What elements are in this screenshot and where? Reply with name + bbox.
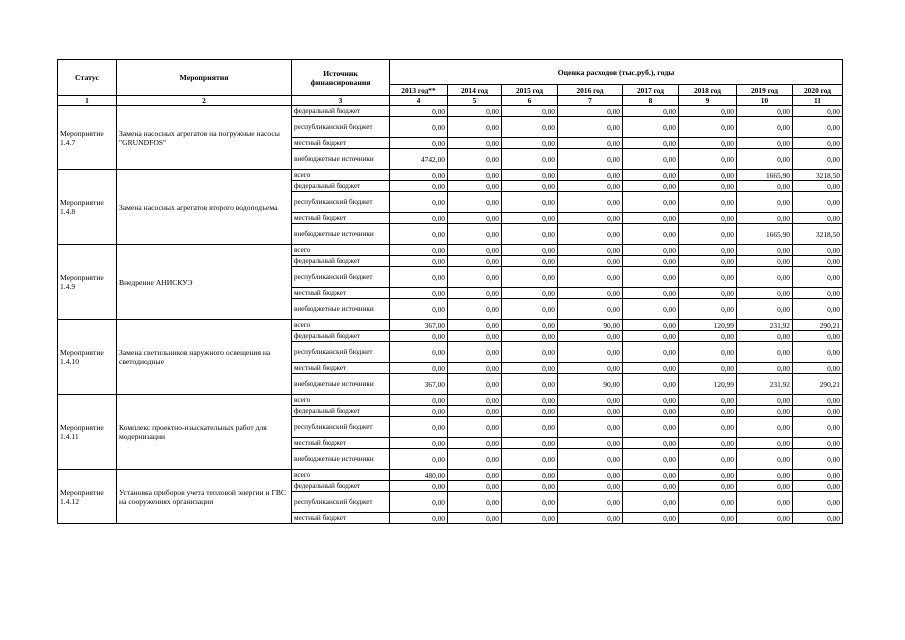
- year-header: 2014 год: [448, 85, 502, 96]
- activity-name: Комплекс проектно-изыскательных работ для модернизации: [117, 395, 292, 470]
- value-cell: 0,00: [679, 470, 737, 481]
- table-row: [58, 245, 843, 256]
- value-cell: 0,00: [448, 256, 502, 267]
- value-cell: 0,00: [558, 106, 623, 117]
- value-cell: 0,00: [558, 363, 623, 374]
- column-number: 10: [737, 96, 793, 106]
- value-cell: 0,00: [390, 406, 448, 417]
- value-cell: 0,00: [737, 331, 793, 342]
- value-cell: 0,00: [679, 481, 737, 492]
- value-cell: 0,00: [737, 438, 793, 449]
- value-cell: 0,00: [558, 213, 623, 224]
- value-cell: 0,00: [448, 149, 502, 170]
- funding-source: местный бюджет: [292, 288, 390, 299]
- value-cell: 0,00: [390, 513, 448, 524]
- value-cell: 0,00: [502, 331, 558, 342]
- value-cell: 0,00: [448, 170, 502, 181]
- value-cell: 1665,90: [737, 224, 793, 245]
- value-cell: 0,00: [558, 449, 623, 470]
- value-cell: 0,00: [448, 320, 502, 331]
- value-cell: 0,00: [390, 481, 448, 492]
- value-cell: 0,00: [390, 395, 448, 406]
- value-cell: 0,00: [793, 395, 843, 406]
- value-cell: 0,00: [558, 138, 623, 149]
- value-cell: 0,00: [737, 406, 793, 417]
- value-cell: 0,00: [502, 181, 558, 192]
- value-cell: 0,00: [502, 117, 558, 138]
- value-cell: 0,00: [558, 417, 623, 438]
- value-cell: 0,00: [448, 438, 502, 449]
- funding-source: местный бюджет: [292, 138, 390, 149]
- funding-source: федеральный бюджет: [292, 331, 390, 342]
- value-cell: 0,00: [623, 299, 679, 320]
- value-cell: 0,00: [679, 224, 737, 245]
- value-cell: 0,00: [502, 245, 558, 256]
- value-cell: 0,00: [623, 256, 679, 267]
- header-source: Источник финансирования: [292, 60, 390, 96]
- table-body: [58, 106, 843, 524]
- value-cell: 0,00: [558, 406, 623, 417]
- funding-source: республиканский бюджет: [292, 117, 390, 138]
- value-cell: 0,00: [679, 192, 737, 213]
- value-cell: 0,00: [558, 492, 623, 513]
- value-cell: 0,00: [793, 363, 843, 374]
- value-cell: 0,00: [737, 138, 793, 149]
- value-cell: 0,00: [737, 481, 793, 492]
- value-cell: 0,00: [558, 438, 623, 449]
- value-cell: 0,00: [558, 149, 623, 170]
- activity-status: Мероприятие 1.4.8: [58, 170, 117, 245]
- value-cell: 0,00: [502, 406, 558, 417]
- value-cell: 0,00: [448, 181, 502, 192]
- value-cell: 0,00: [448, 417, 502, 438]
- value-cell: 0,00: [679, 149, 737, 170]
- value-cell: 0,00: [448, 192, 502, 213]
- column-number: 7: [558, 96, 623, 106]
- value-cell: 0,00: [623, 406, 679, 417]
- value-cell: 0,00: [793, 138, 843, 149]
- column-numbers-row: [58, 96, 843, 106]
- value-cell: 0,00: [448, 342, 502, 363]
- value-cell: 0,00: [623, 331, 679, 342]
- value-cell: 0,00: [793, 331, 843, 342]
- column-number: 2: [117, 96, 292, 106]
- value-cell: 0,00: [448, 395, 502, 406]
- value-cell: 0,00: [390, 117, 448, 138]
- column-number: 11: [793, 96, 843, 106]
- value-cell: 0,00: [502, 192, 558, 213]
- value-cell: 0,00: [448, 470, 502, 481]
- value-cell: 0,00: [448, 449, 502, 470]
- value-cell: 0,00: [448, 481, 502, 492]
- column-number: 4: [390, 96, 448, 106]
- value-cell: 0,00: [448, 406, 502, 417]
- value-cell: 231,92: [737, 374, 793, 395]
- value-cell: 0,00: [623, 138, 679, 149]
- value-cell: 0,00: [623, 213, 679, 224]
- value-cell: 0,00: [737, 395, 793, 406]
- value-cell: 0,00: [390, 299, 448, 320]
- funding-source: республиканский бюджет: [292, 342, 390, 363]
- funding-source: внебюджетные источники: [292, 374, 390, 395]
- value-cell: 0,00: [558, 288, 623, 299]
- value-cell: 0,00: [623, 117, 679, 138]
- activity-name: Установка приборов учета тепловой энергии и ГВС на сооружениях организации: [117, 470, 292, 524]
- value-cell: 0,00: [679, 417, 737, 438]
- value-cell: 0,00: [448, 213, 502, 224]
- value-cell: 0,00: [448, 299, 502, 320]
- column-number: 9: [679, 96, 737, 106]
- value-cell: 0,00: [502, 492, 558, 513]
- value-cell: 0,00: [623, 342, 679, 363]
- value-cell: 0,00: [737, 106, 793, 117]
- value-cell: 0,00: [502, 256, 558, 267]
- value-cell: 0,00: [623, 170, 679, 181]
- value-cell: 0,00: [390, 106, 448, 117]
- value-cell: 0,00: [623, 149, 679, 170]
- value-cell: 1665,90: [737, 170, 793, 181]
- value-cell: 0,00: [502, 138, 558, 149]
- value-cell: 0,00: [448, 245, 502, 256]
- value-cell: 0,00: [679, 267, 737, 288]
- value-cell: 0,00: [558, 256, 623, 267]
- value-cell: 0,00: [623, 192, 679, 213]
- value-cell: 0,00: [679, 513, 737, 524]
- value-cell: 0,00: [793, 256, 843, 267]
- value-cell: 120,99: [679, 374, 737, 395]
- value-cell: 0,00: [679, 288, 737, 299]
- value-cell: 0,00: [558, 331, 623, 342]
- value-cell: 0,00: [558, 170, 623, 181]
- value-cell: 480,00: [390, 470, 448, 481]
- value-cell: 0,00: [502, 438, 558, 449]
- funding-source: местный бюджет: [292, 363, 390, 374]
- value-cell: 367,00: [390, 374, 448, 395]
- column-number: 5: [448, 96, 502, 106]
- header-event: Мероприятия: [117, 60, 292, 96]
- value-cell: 0,00: [390, 138, 448, 149]
- value-cell: 0,00: [623, 106, 679, 117]
- value-cell: 0,00: [737, 492, 793, 513]
- value-cell: 0,00: [679, 245, 737, 256]
- value-cell: 0,00: [623, 288, 679, 299]
- value-cell: 0,00: [623, 438, 679, 449]
- value-cell: 0,00: [623, 513, 679, 524]
- funding-source: федеральный бюджет: [292, 181, 390, 192]
- funding-source: республиканский бюджет: [292, 267, 390, 288]
- funding-source: внебюджетные источники: [292, 299, 390, 320]
- year-header: 2020 год: [793, 85, 843, 96]
- value-cell: 0,00: [679, 449, 737, 470]
- value-cell: 0,00: [448, 224, 502, 245]
- value-cell: 0,00: [558, 224, 623, 245]
- value-cell: 0,00: [390, 267, 448, 288]
- value-cell: 0,00: [448, 288, 502, 299]
- value-cell: 0,00: [679, 117, 737, 138]
- value-cell: 0,00: [793, 513, 843, 524]
- budget-table: [57, 59, 843, 524]
- value-cell: 290,21: [793, 374, 843, 395]
- value-cell: 0,00: [793, 470, 843, 481]
- year-header: 2018 год: [679, 85, 737, 96]
- value-cell: 0,00: [623, 245, 679, 256]
- value-cell: 0,00: [793, 438, 843, 449]
- funding-source: местный бюджет: [292, 213, 390, 224]
- value-cell: 0,00: [737, 470, 793, 481]
- funding-source: федеральный бюджет: [292, 481, 390, 492]
- value-cell: 0,00: [502, 224, 558, 245]
- funding-source: внебюджетные источники: [292, 224, 390, 245]
- value-cell: 4742,00: [390, 149, 448, 170]
- value-cell: 0,00: [390, 181, 448, 192]
- value-cell: 0,00: [448, 492, 502, 513]
- value-cell: 0,00: [679, 138, 737, 149]
- funding-source: внебюджетные источники: [292, 449, 390, 470]
- value-cell: 0,00: [679, 342, 737, 363]
- value-cell: 0,00: [448, 374, 502, 395]
- value-cell: 0,00: [558, 513, 623, 524]
- value-cell: 0,00: [679, 256, 737, 267]
- value-cell: 0,00: [390, 192, 448, 213]
- value-cell: 0,00: [448, 138, 502, 149]
- value-cell: 0,00: [737, 149, 793, 170]
- column-number: 6: [502, 96, 558, 106]
- activity-status: Мероприятие 1.4.9: [58, 245, 117, 320]
- value-cell: 0,00: [623, 481, 679, 492]
- column-number: 3: [292, 96, 390, 106]
- value-cell: 0,00: [623, 449, 679, 470]
- value-cell: 0,00: [390, 363, 448, 374]
- value-cell: 0,00: [623, 492, 679, 513]
- value-cell: 0,00: [623, 374, 679, 395]
- activity-name: Замена насосных агрегатов второго водоподъема: [117, 170, 292, 245]
- value-cell: 0,00: [623, 470, 679, 481]
- value-cell: 0,00: [502, 342, 558, 363]
- value-cell: 0,00: [793, 181, 843, 192]
- value-cell: 0,00: [448, 267, 502, 288]
- value-cell: 0,00: [558, 192, 623, 213]
- value-cell: 0,00: [390, 342, 448, 363]
- funding-source: федеральный бюджет: [292, 256, 390, 267]
- value-cell: 0,00: [623, 181, 679, 192]
- value-cell: 0,00: [623, 417, 679, 438]
- header-estimate: Оценка расходов (тыс.руб.), годы: [390, 60, 843, 85]
- value-cell: 0,00: [502, 267, 558, 288]
- value-cell: 90,00: [558, 374, 623, 395]
- value-cell: 0,00: [390, 492, 448, 513]
- value-cell: 0,00: [679, 181, 737, 192]
- value-cell: 0,00: [793, 117, 843, 138]
- funding-source: всего: [292, 170, 390, 181]
- activity-name: Замена насосных агрегатов на погружные насосы "GRUNDFOS": [117, 106, 292, 170]
- value-cell: 0,00: [390, 331, 448, 342]
- value-cell: 0,00: [793, 149, 843, 170]
- value-cell: 0,00: [793, 299, 843, 320]
- value-cell: 0,00: [448, 331, 502, 342]
- value-cell: 0,00: [737, 288, 793, 299]
- activity-name: Внедрение АНИСКУЭ: [117, 245, 292, 320]
- value-cell: 231,92: [737, 320, 793, 331]
- value-cell: 0,00: [793, 406, 843, 417]
- value-cell: 0,00: [793, 192, 843, 213]
- value-cell: 0,00: [793, 106, 843, 117]
- value-cell: 290,21: [793, 320, 843, 331]
- column-number: 8: [623, 96, 679, 106]
- value-cell: 0,00: [679, 299, 737, 320]
- year-header: 2017 год: [623, 85, 679, 96]
- value-cell: 0,00: [390, 213, 448, 224]
- value-cell: 0,00: [558, 395, 623, 406]
- value-cell: 0,00: [679, 106, 737, 117]
- activity-status: Мероприятие 1.4.10: [58, 320, 117, 395]
- table-row: [58, 170, 843, 181]
- value-cell: 0,00: [793, 492, 843, 513]
- value-cell: 0,00: [737, 449, 793, 470]
- year-header: 2015 год: [502, 85, 558, 96]
- value-cell: 90,00: [558, 320, 623, 331]
- value-cell: 0,00: [502, 513, 558, 524]
- value-cell: 0,00: [793, 213, 843, 224]
- value-cell: 0,00: [793, 449, 843, 470]
- value-cell: 0,00: [558, 181, 623, 192]
- value-cell: 0,00: [793, 417, 843, 438]
- value-cell: 0,00: [737, 417, 793, 438]
- value-cell: 0,00: [679, 331, 737, 342]
- table-row: [58, 106, 843, 117]
- value-cell: 0,00: [737, 245, 793, 256]
- value-cell: 0,00: [448, 363, 502, 374]
- value-cell: 0,00: [737, 342, 793, 363]
- value-cell: 0,00: [737, 363, 793, 374]
- value-cell: 0,00: [793, 342, 843, 363]
- value-cell: 0,00: [502, 374, 558, 395]
- budget-sheet: [57, 59, 843, 524]
- funding-source: республиканский бюджет: [292, 492, 390, 513]
- value-cell: 0,00: [448, 513, 502, 524]
- value-cell: 0,00: [502, 470, 558, 481]
- value-cell: 0,00: [623, 224, 679, 245]
- activity-name: Замена светильников наружного освещения на светодиодные: [117, 320, 292, 395]
- funding-source: местный бюджет: [292, 513, 390, 524]
- value-cell: 0,00: [793, 245, 843, 256]
- value-cell: 0,00: [679, 438, 737, 449]
- value-cell: 0,00: [502, 363, 558, 374]
- value-cell: 0,00: [679, 213, 737, 224]
- value-cell: 0,00: [502, 481, 558, 492]
- funding-source: федеральный бюджет: [292, 106, 390, 117]
- value-cell: 0,00: [737, 267, 793, 288]
- value-cell: 0,00: [623, 363, 679, 374]
- value-cell: 3218,50: [793, 170, 843, 181]
- table-row: [58, 395, 843, 406]
- column-number: 1: [58, 96, 117, 106]
- value-cell: 0,00: [623, 395, 679, 406]
- value-cell: 0,00: [502, 170, 558, 181]
- value-cell: 0,00: [502, 299, 558, 320]
- activity-status: Мероприятие 1.4.11: [58, 395, 117, 470]
- value-cell: 0,00: [558, 267, 623, 288]
- value-cell: 0,00: [502, 320, 558, 331]
- value-cell: 120,99: [679, 320, 737, 331]
- value-cell: 0,00: [390, 224, 448, 245]
- value-cell: 0,00: [390, 288, 448, 299]
- header-status: Статус: [58, 60, 117, 96]
- value-cell: 367,00: [390, 320, 448, 331]
- value-cell: 0,00: [502, 106, 558, 117]
- funding-source: республиканский бюджет: [292, 192, 390, 213]
- value-cell: 0,00: [390, 170, 448, 181]
- activity-status: Мероприятие 1.4.7: [58, 106, 117, 170]
- value-cell: 0,00: [558, 299, 623, 320]
- value-cell: 0,00: [558, 481, 623, 492]
- value-cell: 0,00: [679, 170, 737, 181]
- value-cell: 0,00: [623, 320, 679, 331]
- value-cell: 0,00: [558, 117, 623, 138]
- funding-source: всего: [292, 245, 390, 256]
- value-cell: 0,00: [502, 288, 558, 299]
- value-cell: 0,00: [737, 181, 793, 192]
- value-cell: 0,00: [390, 245, 448, 256]
- value-cell: 0,00: [502, 417, 558, 438]
- table-row: [58, 320, 843, 331]
- funding-source: федеральный бюджет: [292, 406, 390, 417]
- value-cell: 0,00: [558, 342, 623, 363]
- value-cell: 0,00: [679, 395, 737, 406]
- value-cell: 0,00: [737, 117, 793, 138]
- funding-source: внебюджетные источники: [292, 149, 390, 170]
- value-cell: 0,00: [390, 417, 448, 438]
- value-cell: 3218,50: [793, 224, 843, 245]
- value-cell: 0,00: [793, 288, 843, 299]
- value-cell: 0,00: [558, 470, 623, 481]
- value-cell: 0,00: [679, 406, 737, 417]
- table-row: [58, 470, 843, 481]
- year-header: 2013 год**: [390, 85, 448, 96]
- value-cell: 0,00: [737, 256, 793, 267]
- value-cell: 0,00: [502, 449, 558, 470]
- value-cell: 0,00: [793, 481, 843, 492]
- value-cell: 0,00: [623, 267, 679, 288]
- value-cell: 0,00: [502, 395, 558, 406]
- value-cell: 0,00: [558, 245, 623, 256]
- value-cell: 0,00: [679, 492, 737, 513]
- value-cell: 0,00: [448, 106, 502, 117]
- funding-source: всего: [292, 320, 390, 331]
- value-cell: 0,00: [390, 438, 448, 449]
- value-cell: 0,00: [793, 267, 843, 288]
- funding-source: местный бюджет: [292, 438, 390, 449]
- value-cell: 0,00: [502, 213, 558, 224]
- value-cell: 0,00: [737, 299, 793, 320]
- value-cell: 0,00: [737, 213, 793, 224]
- funding-source: республиканский бюджет: [292, 417, 390, 438]
- value-cell: 0,00: [679, 363, 737, 374]
- funding-source: всего: [292, 395, 390, 406]
- year-header: 2019 год: [737, 85, 793, 96]
- value-cell: 0,00: [737, 192, 793, 213]
- value-cell: 0,00: [390, 256, 448, 267]
- value-cell: 0,00: [390, 449, 448, 470]
- activity-status: Мероприятие 1.4.12: [58, 470, 117, 524]
- funding-source: всего: [292, 470, 390, 481]
- value-cell: 0,00: [502, 149, 558, 170]
- year-header: 2016 год: [558, 85, 623, 96]
- value-cell: 0,00: [737, 513, 793, 524]
- value-cell: 0,00: [448, 117, 502, 138]
